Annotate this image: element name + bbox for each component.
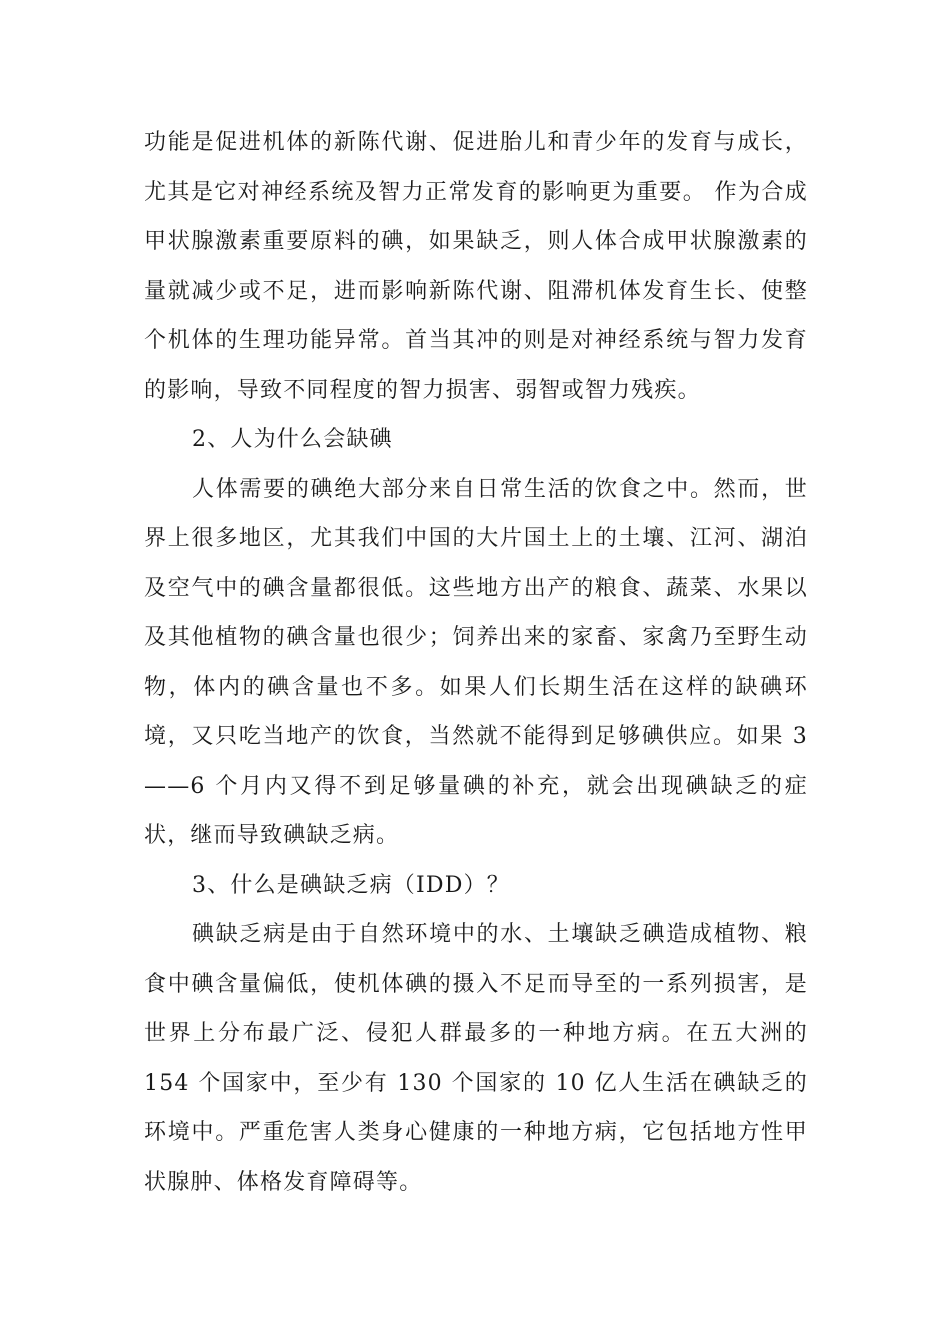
document-body bbox=[144, 118, 808, 1207]
heading-what-is-idd: 3、什么是碘缺乏病（IDD）？ bbox=[192, 872, 510, 898]
heading-why-iodine-deficiency: 2、人为什么会缺碘 bbox=[192, 427, 393, 452]
paragraph-thyroid-function: 功能是促进机体的新陈代谢、促进胎儿和青少年的发育与成长，尤其是它对神经系统及智力正常发育的影响更为重要。 作为合成甲状腺激素重要原料的碘，如果缺乏，则人体合成甲状腺激素的量就减少或不足，进而影响新陈代谢、阻滞机体发育生长、使整个机体的生理功能异常。首当其冲的则是对神经系统与智力发育的影响，导致不同程度的智力损害、弱智或智力残疾。 bbox=[144, 130, 808, 403]
paragraph-idd-definition: 碘缺乏病是由于自然环境中的水、土壤缺乏碘造成植物、粮食中碘含量偏低，使机体碘的摄入不足而导至的一系列损害，是世界上分布最广泛、侵犯人群最多的一种地方病。在五大洲的 154 个国家中，至少有 130 个国家的 10 亿人生活在碘缺乏的环境中。严重危害人类身心健康的一种地方病，它包括地方性甲状腺肿、体格发育障碍等。 bbox=[144, 922, 808, 1195]
paragraph-iodine-sources: 人体需要的碘绝大部分来自日常生活的饮食之中。然而，世界上很多地区，尤其我们中国的大片国土上的土壤、江河、湖泊及空气中的碘含量都很低。这些地方出产的粮食、蔬菜、水果以及其他植物的碘含量也很少；饲养出来的家畜、家禽乃至野生动物，体内的碘含量也不多。如果人们长期生活在这样的缺碘环境，又只吃当地产的饮食，当然就不能得到足够碘供应。如果 3——6 个月内又得不到足够量碘的补充，就会出现碘缺乏的症状，继而导致碘缺乏病。 bbox=[144, 476, 808, 848]
